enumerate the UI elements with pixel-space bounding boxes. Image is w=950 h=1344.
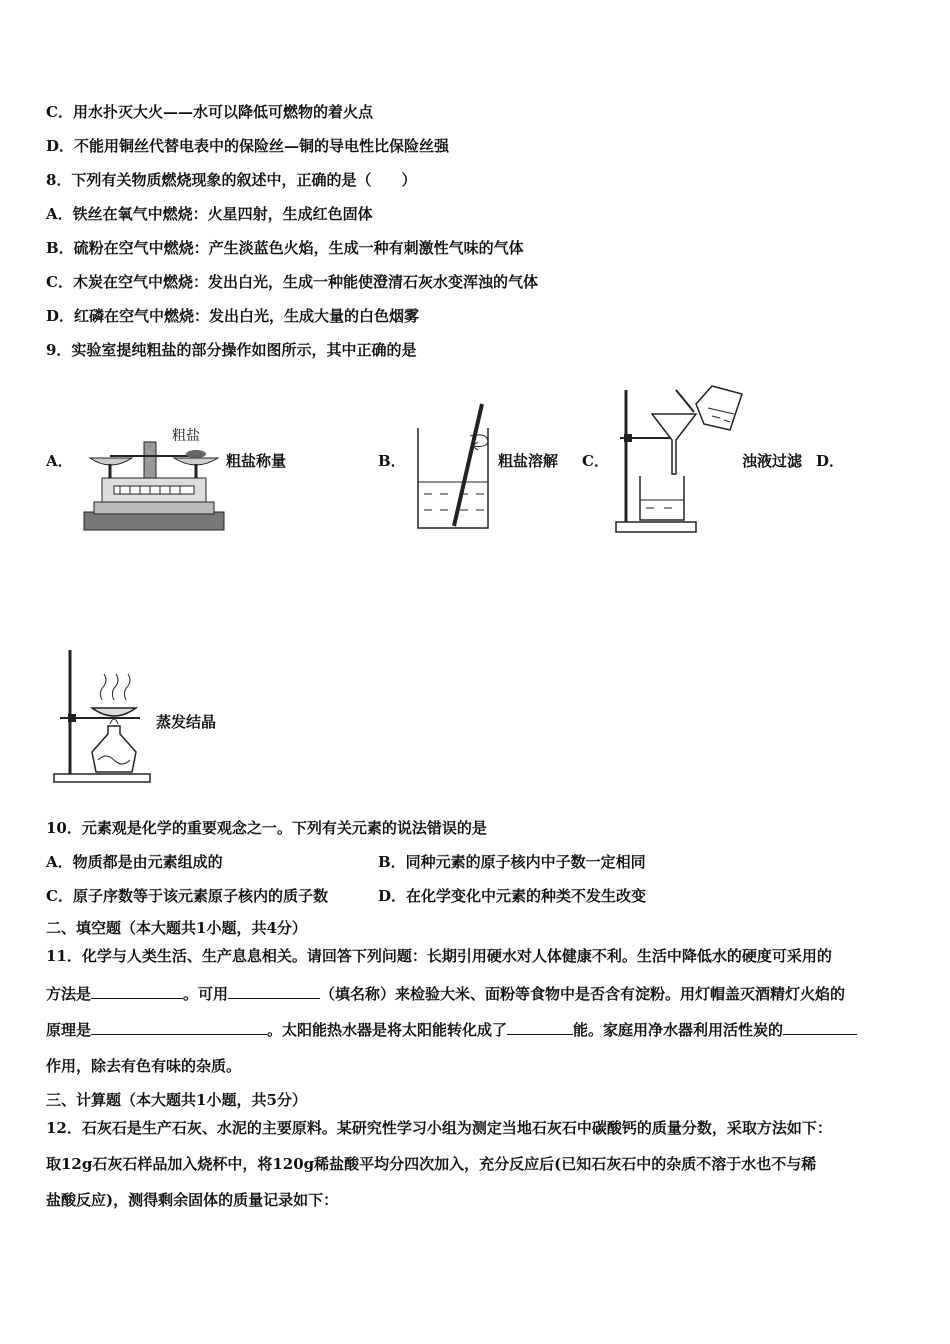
q10-option-c: C．原子序数等于该元素原子核内的质子数 (46, 887, 328, 905)
q11-line-4: 作用，除去有色有味的杂质。 (46, 1057, 242, 1075)
filtration-figure (612, 384, 752, 534)
q11-line-1: 11．化学与人类生活、生产息息相关。请回答下列问题：长期引用硬水对人体健康不利。生活中降低水的硬度可采用的 (46, 947, 832, 965)
answer-blank-1[interactable] (91, 984, 183, 999)
q8-option-b: B．硫粉在空气中燃烧：产生淡蓝色火焰，生成一种有刺激性气味的气体 (46, 239, 524, 257)
q11-text-d: 原理是 (46, 1021, 92, 1039)
q7-option-d: D．不能用铜丝代替电表中的保险丝—铜的导电性比保险丝强 (46, 137, 450, 155)
fig-a-letter: A． (46, 452, 73, 470)
evaporation-figure (52, 648, 152, 784)
q11-line-2 (46, 984, 845, 1004)
q8-option-c: C．木炭在空气中燃烧：发出白光，生成一种能使澄清石灰水变浑浊的气体 (46, 273, 538, 291)
fig-c-letter: C． (582, 452, 609, 470)
q8-option-a: A．铁丝在氧气中燃烧：火星四射，生成红色固体 (46, 205, 373, 223)
balance-figure (80, 420, 230, 535)
fig-a-pan-label: 粗盐 (172, 428, 200, 444)
fig-b-caption: 粗盐溶解 (498, 452, 559, 470)
q10-option-a: A．物质都是由元素组成的 (46, 853, 223, 871)
answer-blank-4[interactable] (507, 1020, 573, 1035)
q8-stem: 8．下列有关物质燃烧现象的叙述中，正确的是（ ） (46, 171, 417, 189)
q10-option-b: B．同种元素的原子核内中子数一定相同 (378, 853, 646, 871)
q11-text-a: 方法是 (46, 985, 92, 1003)
fig-d-letter: D． (816, 452, 845, 470)
q10-stem: 10．元素观是化学的重要观念之一。下列有关元素的说法错误的是 (46, 819, 487, 837)
q7-option-c: C．用水扑灭大火——水可以降低可燃物的着火点 (46, 103, 373, 121)
fig-a-caption: 粗盐称量 (226, 452, 287, 470)
q12-line-1: 12．石灰石是生产石灰、水泥的主要原料。某研究性学习小组为测定当地石灰石中碳酸钙的质量分数，采取方法如下： (46, 1119, 832, 1137)
q11-text-b: 。可用 (183, 985, 229, 1003)
q9-stem: 9．实验室提纯粗盐的部分操作如图所示，其中正确的是 (46, 341, 417, 359)
section-2-heading: 二、填空题（本大题共1小题，共4分） (46, 919, 307, 937)
q8-option-d: D．红磷在空气中燃烧：发出白光，生成大量的白色烟雾 (46, 307, 420, 325)
answer-blank-2[interactable] (228, 984, 320, 999)
fig-c-caption: 浊液过滤 (742, 452, 803, 470)
answer-blank-5[interactable] (783, 1020, 857, 1035)
q11-text-c: （填名称）来检验大米、面粉等食物中是否含有淀粉。用灯帽盖灭酒精灯火焰的 (320, 985, 846, 1003)
q11-line-3 (46, 1020, 857, 1040)
answer-blank-3[interactable] (91, 1020, 267, 1035)
beaker-dissolve-figure (410, 402, 500, 532)
q12-line-3: 盐酸反应)，测得剩余固体的质量记录如下： (46, 1191, 339, 1209)
section-3-heading: 三、计算题（本大题共1小题，共5分） (46, 1091, 307, 1109)
q11-text-f: 能。家庭用净水器利用活性炭的 (573, 1021, 784, 1039)
fig-d-caption: 蒸发结晶 (156, 713, 217, 731)
q10-option-d: D．在化学变化中元素的种类不发生改变 (378, 887, 647, 905)
q12-line-2: 取12g石灰石样品加入烧杯中，将120g稀盐酸平均分四次加入，充分反应后(已知石灰石中的杂质不溶于水也不与稀 (46, 1155, 817, 1173)
q11-text-e: 。太阳能热水器是将太阳能转化成了 (267, 1021, 508, 1039)
fig-b-letter: B． (378, 452, 406, 470)
